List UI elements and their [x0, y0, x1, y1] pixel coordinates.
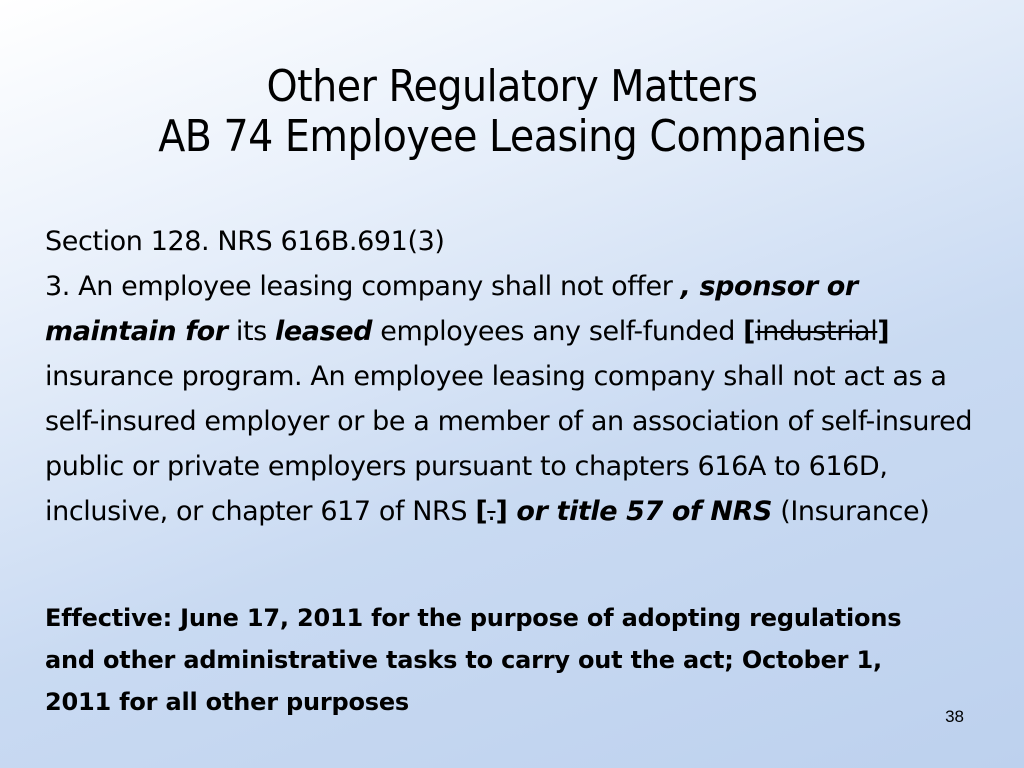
slide-title [0, 62, 1024, 162]
text-run: (Insurance) [772, 496, 930, 527]
deleted-text: . [487, 496, 496, 527]
slide-body [45, 219, 990, 534]
statute-text [45, 264, 990, 534]
deleted-text: industrial [755, 316, 878, 347]
text-run: its [227, 316, 275, 347]
inserted-text: leased [274, 316, 373, 347]
title-line-1: Other Regulatory Matters [266, 61, 758, 112]
text-run: insurance program. An employee leasing company shall not act as a self-insured employer or be a member of an association of self-insured public or private employers pursuant to chapters 616A to 616D, inclusive, or chapter 617 of NRS [45, 361, 973, 527]
page-number: 38 [945, 707, 964, 726]
text-run: 3. An employee leasing company shall not offer [45, 271, 681, 302]
effective-date-note: Effective: June 17, 2011 for the purpose of adopting regulations and other administrative tasks to carry out the act; October 1, 2011 for all other purposes [45, 604, 902, 716]
text-run: employees any self-funded [372, 316, 744, 347]
deletion-bracket: [ [475, 496, 488, 527]
deletion-bracket: ] [495, 496, 508, 527]
section-reference: Section 128. NRS 616B.691(3) [45, 226, 445, 257]
inserted-text: or title 57 of NRS [507, 496, 773, 527]
inserted-text: , sponsor or maintain for [45, 271, 858, 347]
title-line-2: AB 74 Employee Leasing Companies [158, 111, 866, 162]
deletion-bracket: ] [877, 316, 890, 347]
deletion-bracket: [ [743, 316, 756, 347]
